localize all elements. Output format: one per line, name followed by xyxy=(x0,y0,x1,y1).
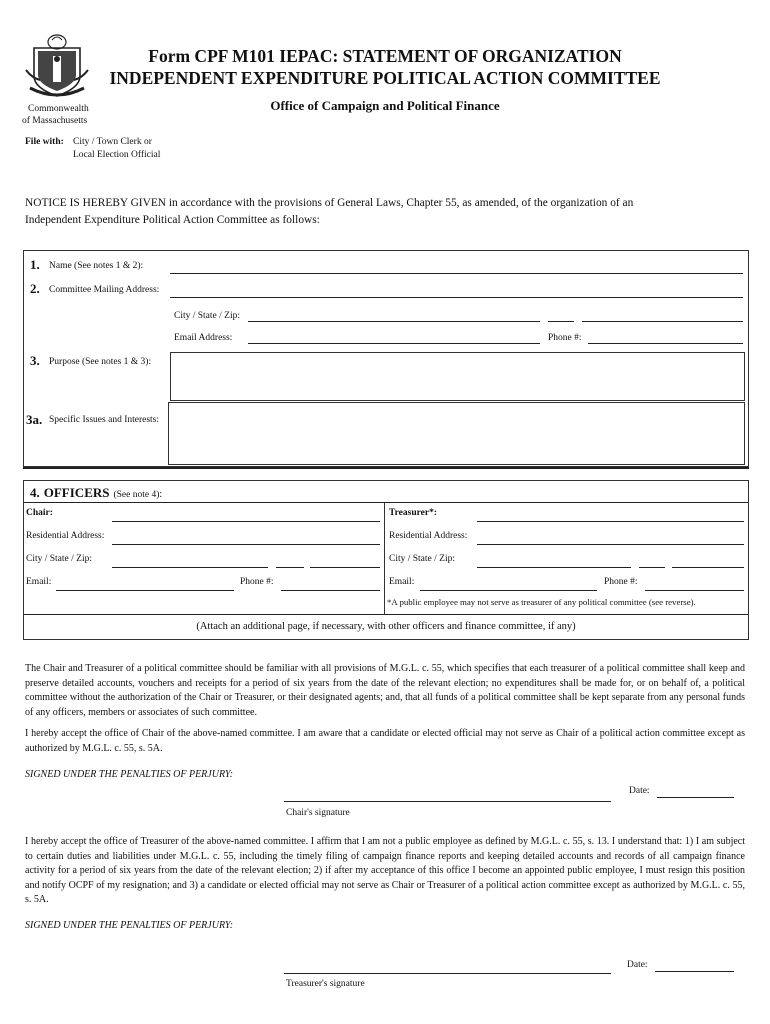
email-address-label: Email Address: xyxy=(174,333,233,343)
q1-number: 1. xyxy=(30,257,40,272)
seal-caption-line2: of Massachusetts xyxy=(22,116,88,126)
form-title-line1: Form CPF M101 IEPAC: STATEMENT OF ORGANIZATION xyxy=(148,46,622,66)
chair-acceptance-paragraph: I hereby accept the office of Chair of the above-named committee. I am aware that a candidate or elected official may not serve as Chair of a political action committee except as authorized by M.G.L. c. 55, s. 5A. xyxy=(25,728,745,754)
box-divider xyxy=(23,467,749,469)
treasurer-date-label: Date: xyxy=(627,960,648,970)
treasurer-name-field[interactable] xyxy=(477,521,744,522)
chair-city-label: City / State / Zip: xyxy=(26,554,92,564)
chair-date-label: Date: xyxy=(629,786,650,796)
office-name: Office of Campaign and Political Finance xyxy=(270,98,500,113)
chair-signature-field[interactable] xyxy=(284,801,611,802)
chair-signature-label: Chair's signature xyxy=(286,808,350,818)
treasurer-signature-label: Treasurer's signature xyxy=(286,979,365,989)
notice-line2: Independent Expenditure Political Action Committee as follows: xyxy=(25,214,320,226)
officers-heading: 4. OFFICERS (See note 4): xyxy=(30,485,163,500)
officers-header-divider xyxy=(24,502,748,503)
notice-line1: NOTICE IS HEREBY GIVEN in accordance with the provisions of General Laws, Chapter 55, as amended, of the organization of an xyxy=(25,197,634,209)
officers-title: OFFICERS xyxy=(43,485,110,500)
q2-label: Committee Mailing Address: xyxy=(49,285,160,295)
seal-icon xyxy=(22,30,92,102)
treasurer-residential-label: Residential Address: xyxy=(389,531,468,541)
q1-label: Name (See notes 1 & 2): xyxy=(49,261,144,271)
treasurer-acceptance-paragraph: I hereby accept the office of Treasurer of the above-named committee. I affirm that I am not a public employee as defined by M.G.L. c. 55, s. 13. I understand that: 1) I am subject to certain duties and liabilities under M.G.L. c. 55, including the timely filing of campaign finance reports and keeping detailed accounts and records of all campaign finance activity for a period of six years from the date of the relevant election; 2) if after my acceptance of this office I become an appointed public employee, I must resign this position and notify OCPF of my resignation; and 3) a candidate or elected official may not serve as Chair or Treasurer of a political action committee except as authorized by M.G.L. c. 55, s. 5A. xyxy=(25,836,745,906)
officers-note: (See note 4) xyxy=(113,490,160,500)
treasurer-zip-field[interactable] xyxy=(672,567,744,568)
phone-field[interactable] xyxy=(588,343,743,344)
file-with-label: File with: xyxy=(25,137,64,147)
chair-email-field[interactable] xyxy=(56,590,234,591)
treasurer-footnote: *A public employee may not serve as treasurer of any political committee (see reverse). xyxy=(387,597,696,607)
chair-label: Chair: xyxy=(26,508,53,518)
officers-column-divider xyxy=(384,503,385,614)
treasurer-phone-label: Phone #: xyxy=(604,577,638,587)
chair-name-field[interactable] xyxy=(112,521,380,522)
perjury-statement-treasurer: SIGNED UNDER THE PENALTIES OF PERJURY: xyxy=(25,920,234,931)
chair-phone-label: Phone #: xyxy=(240,577,274,587)
file-with-line1: City / Town Clerk or xyxy=(73,137,152,147)
q3-number: 3. xyxy=(30,353,40,368)
attach-note: (Attach an additional page, if necessary, with other officers and finance committee, if any) xyxy=(196,621,576,632)
treasurer-address-field[interactable] xyxy=(477,544,744,545)
treasurer-signature-field[interactable] xyxy=(284,973,611,974)
treasurer-email-field[interactable] xyxy=(420,590,597,591)
state-field[interactable] xyxy=(548,321,574,322)
chair-address-field[interactable] xyxy=(112,544,380,545)
treasurer-phone-field[interactable] xyxy=(645,590,744,591)
treasurer-city-label: City / State / Zip: xyxy=(389,554,455,564)
chair-city-field[interactable] xyxy=(112,567,268,568)
treasurer-email-label: Email: xyxy=(389,577,415,587)
treasurer-state-field[interactable] xyxy=(639,567,665,568)
mailing-address-field[interactable] xyxy=(170,297,743,298)
city-field[interactable] xyxy=(248,321,540,322)
duties-paragraph: The Chair and Treasurer of a political committee should be familiar with all provisions of M.G.L. c. 55, which specifies that each treasurer of a political committee shall keep and preserve detailed accounts, vouchers and receipts for a period of six years from the date of the relevant election; no expenditures shall be made for, or on behalf of, a political committee without the authorization of the Chair or Treasurer, or their designated agents; and, that all funds of a political committee shall be kept separate from any personal funds of any officers, members or associates of such committee. xyxy=(25,663,745,718)
q3a-number: 3a. xyxy=(26,412,43,427)
q3a-label: Specific Issues and Interests: xyxy=(49,415,160,425)
officers-footer-divider xyxy=(24,614,748,615)
treasurer-city-field[interactable] xyxy=(477,567,631,568)
q3-label: Purpose (See notes 1 & 3): xyxy=(49,357,152,367)
email-address-field[interactable] xyxy=(248,343,540,344)
issues-textbox[interactable] xyxy=(168,402,745,465)
chair-residential-label: Residential Address: xyxy=(26,531,105,541)
seal-caption-line1: Commonwealth xyxy=(28,104,89,114)
chair-zip-field[interactable] xyxy=(310,567,380,568)
officers-box xyxy=(23,480,749,640)
form-title-line2: INDEPENDENT EXPENDITURE POLITICAL ACTION COMMITTEE xyxy=(109,68,661,88)
phone-label: Phone #: xyxy=(548,333,582,343)
perjury-statement-chair: SIGNED UNDER THE PENALTIES OF PERJURY: xyxy=(25,769,234,780)
chair-phone-field[interactable] xyxy=(281,590,380,591)
officers-number: 4. xyxy=(30,485,40,500)
name-field[interactable] xyxy=(170,273,743,274)
zip-field[interactable] xyxy=(582,321,743,322)
file-with-line2: Local Election Official xyxy=(73,150,161,160)
q2-number: 2. xyxy=(30,281,40,296)
state-seal xyxy=(22,30,92,102)
chair-state-field[interactable] xyxy=(276,567,304,568)
chair-email-label: Email: xyxy=(26,577,52,587)
treasurer-date-field[interactable] xyxy=(655,971,734,972)
city-state-zip-label: City / State / Zip: xyxy=(174,311,240,321)
purpose-textbox[interactable] xyxy=(170,352,745,401)
treasurer-label: Treasurer*: xyxy=(389,508,438,518)
chair-date-field[interactable] xyxy=(657,797,734,798)
